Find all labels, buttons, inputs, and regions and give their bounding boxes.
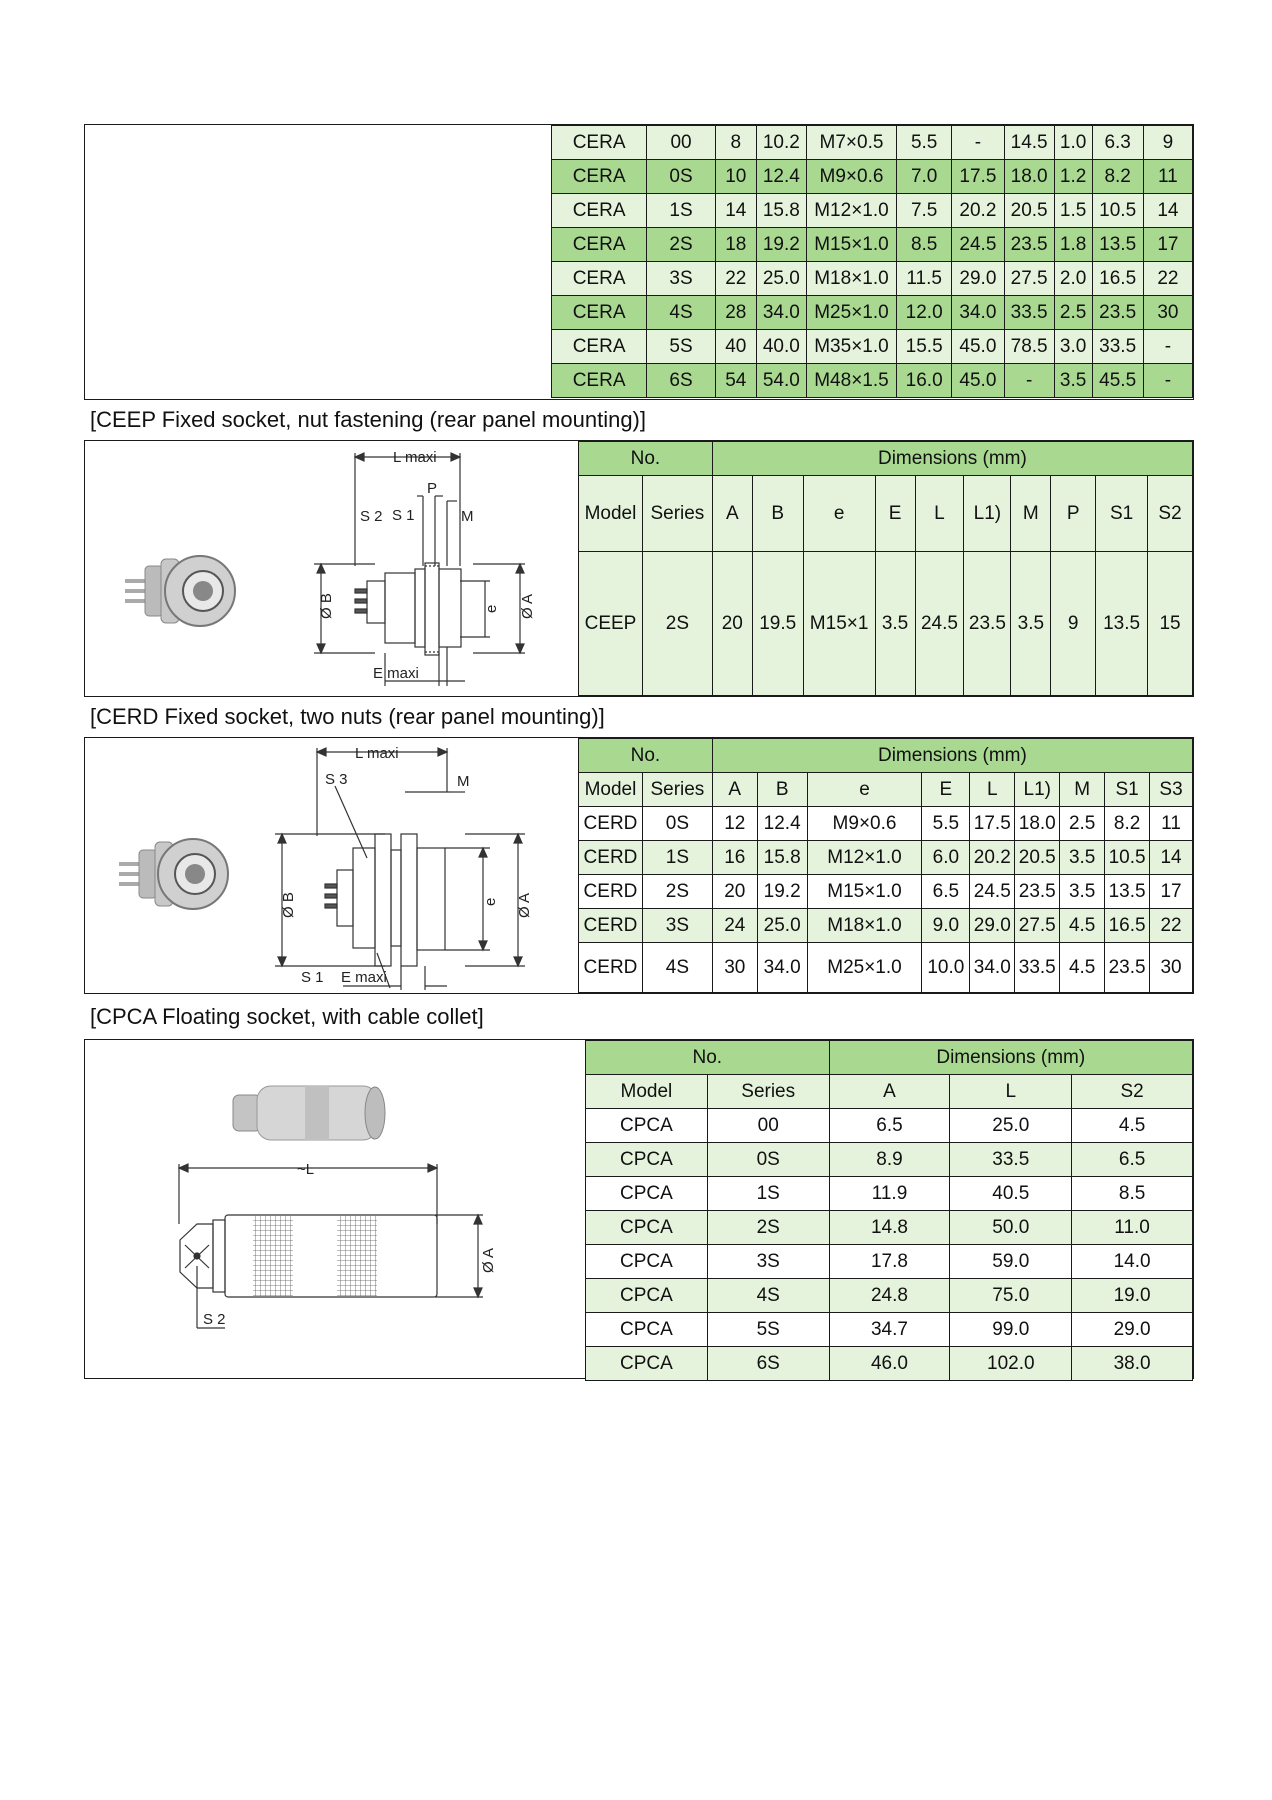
cpca-cell: 4.5: [1072, 1109, 1193, 1143]
cera-block: [84, 124, 1194, 400]
cpca-cell: CPCA: [586, 1211, 708, 1245]
cera-cell: 20.2: [952, 194, 1004, 228]
cera-cell: 54: [715, 364, 756, 398]
cera-cell: 8: [715, 126, 756, 160]
cpca-cell: 59.0: [950, 1245, 1072, 1279]
cpca-cell: CPCA: [586, 1177, 708, 1211]
cerd-cell: 25.0: [757, 909, 807, 943]
cera-cell: M12×1.0: [806, 194, 896, 228]
cpca-figure: [85, 1040, 580, 1378]
cera-cell: 10.2: [756, 126, 806, 160]
table-row: [579, 552, 1193, 696]
cerd-cell: 4.5: [1060, 943, 1105, 993]
cera-cell: CERA: [552, 262, 647, 296]
cerd-fig-e-maxi: E maxi: [341, 969, 387, 986]
cera-cell: 7.5: [897, 194, 952, 228]
cerd-dims-header: Dimensions (mm): [712, 739, 1192, 773]
column-header: e: [807, 773, 922, 807]
column-header: L: [950, 1075, 1072, 1109]
column-header: L: [915, 476, 964, 552]
table-row: [586, 1211, 1193, 1245]
cera-cell: 34.0: [756, 296, 806, 330]
ceep-block: [84, 440, 1194, 697]
column-header: E: [922, 773, 970, 807]
cera-cell: 17.5: [952, 160, 1004, 194]
column-header: M: [1060, 773, 1105, 807]
cerd-cell: 17.5: [970, 807, 1015, 841]
cera-cell: 29.0: [952, 262, 1004, 296]
cerd-cell: 4.5: [1060, 909, 1105, 943]
cerd-cell: 8.2: [1105, 807, 1150, 841]
table-row: [586, 1143, 1193, 1177]
ceep-fig-p: P: [427, 480, 438, 497]
cerd-cell: 11: [1150, 807, 1193, 841]
cera-cell: 27.5: [1004, 262, 1054, 296]
ceep-cell: 15: [1148, 552, 1193, 696]
cerd-caption: [CERD Fixed socket, two nuts (rear panel mounting)]: [90, 704, 605, 729]
cera-cell: 1S: [647, 194, 716, 228]
cerd-cell: 3S: [642, 909, 712, 943]
cera-cell: M18×1.0: [806, 262, 896, 296]
cera-cell: 3.0: [1054, 330, 1092, 364]
table-row: [552, 126, 1193, 160]
cpca-cell: 5S: [707, 1313, 829, 1347]
table-row: [579, 807, 1193, 841]
column-header: Series: [642, 773, 712, 807]
cera-cell: 11: [1143, 160, 1192, 194]
ceep-fig-e: e: [483, 604, 500, 613]
cera-cell: 4S: [647, 296, 716, 330]
cerd-cell: M15×1.0: [807, 875, 922, 909]
cpca-cell: 1S: [707, 1177, 829, 1211]
cerd-cell: 23.5: [1015, 875, 1060, 909]
ceep-cell: 3.5: [875, 552, 915, 696]
cera-cell: 00: [647, 126, 716, 160]
column-header: S2: [1148, 476, 1193, 552]
cera-cell: -: [1143, 330, 1192, 364]
cerd-figure: [85, 738, 575, 993]
cpca-cell: 50.0: [950, 1211, 1072, 1245]
cera-cell: 8.5: [897, 228, 952, 262]
cpca-cell: 17.8: [829, 1245, 950, 1279]
cerd-cell: 14: [1150, 841, 1193, 875]
cpca-cell: 25.0: [950, 1109, 1072, 1143]
cerd-fig-dia-b: Ø B: [280, 892, 297, 918]
cpca-cell: 11.9: [829, 1177, 950, 1211]
cera-cell: 5S: [647, 330, 716, 364]
cera-cell: 15.5: [897, 330, 952, 364]
cerd-cell: 6.5: [922, 875, 970, 909]
cerd-cell: 27.5: [1015, 909, 1060, 943]
cera-cell: 9: [1143, 126, 1192, 160]
column-header: Model: [579, 476, 643, 552]
cerd-cell: 13.5: [1105, 875, 1150, 909]
cpca-cell: 00: [707, 1109, 829, 1143]
cpca-cell: 6.5: [829, 1109, 950, 1143]
table-row: [586, 1347, 1193, 1381]
cpca-cell: 99.0: [950, 1313, 1072, 1347]
cpca-cell: 14.0: [1072, 1245, 1193, 1279]
cpca-cell: 6.5: [1072, 1143, 1193, 1177]
ceep-cell: CEEP: [579, 552, 643, 696]
cera-cell: 18: [715, 228, 756, 262]
ceep-caption: [CEEP Fixed socket, nut fastening (rear panel mounting)]: [90, 407, 646, 432]
cera-cell: 1.0: [1054, 126, 1092, 160]
column-header: L: [970, 773, 1015, 807]
cera-cell: 10.5: [1092, 194, 1143, 228]
ceep-no-header: No.: [579, 442, 713, 476]
column-header: M: [1011, 476, 1051, 552]
cerd-cell: 2S: [642, 875, 712, 909]
cera-cell: 20.5: [1004, 194, 1054, 228]
cera-cell: 28: [715, 296, 756, 330]
column-header: L1): [1015, 773, 1060, 807]
cerd-cell: CERD: [579, 875, 643, 909]
cpca-dims-header: Dimensions (mm): [829, 1041, 1192, 1075]
cerd-cell: 22: [1150, 909, 1193, 943]
cerd-fig-s1: S 1: [301, 969, 324, 986]
cpca-cell: 40.5: [950, 1177, 1072, 1211]
cera-cell: 14.5: [1004, 126, 1054, 160]
cpca-cell: 8.9: [829, 1143, 950, 1177]
column-header: Model: [579, 773, 643, 807]
cerd-cell: 23.5: [1105, 943, 1150, 993]
cerd-cell: 6.0: [922, 841, 970, 875]
table-row: [586, 1245, 1193, 1279]
cpca-cell: CPCA: [586, 1143, 708, 1177]
cpca-fig-dia-a: Ø A: [480, 1247, 497, 1273]
table-row: [552, 296, 1193, 330]
table-row: [552, 330, 1193, 364]
ceep-cell: 20: [712, 552, 752, 696]
cpca-fig-s2: S 2: [203, 1311, 226, 1328]
table-row: [579, 841, 1193, 875]
cerd-cell: 12.4: [757, 807, 807, 841]
table-row: [579, 943, 1193, 993]
cpca-drawing: [179, 1164, 483, 1328]
cerd-cell: 30: [712, 943, 757, 993]
cerd-cell: 15.8: [757, 841, 807, 875]
cpca-connector-photo: [233, 1086, 385, 1140]
cera-cell: M35×1.0: [806, 330, 896, 364]
cera-cell: -: [1143, 364, 1192, 398]
table-row: [586, 1177, 1193, 1211]
cerd-cell: 9.0: [922, 909, 970, 943]
cera-cell: 30: [1143, 296, 1192, 330]
cera-cell: 1.2: [1054, 160, 1092, 194]
cera-cell: -: [1004, 364, 1054, 398]
cerd-cell: 34.0: [970, 943, 1015, 993]
cpca-knurl-2: [337, 1216, 377, 1296]
cerd-fig-l-maxi: L maxi: [355, 745, 399, 762]
cera-cell: 78.5: [1004, 330, 1054, 364]
column-header: E: [875, 476, 915, 552]
cera-cell: 16.5: [1092, 262, 1143, 296]
cera-cell: 23.5: [1092, 296, 1143, 330]
cera-cell: 16.0: [897, 364, 952, 398]
cerd-cell: 33.5: [1015, 943, 1060, 993]
ceep-cell: M15×1: [803, 552, 875, 696]
cera-cell: M7×0.5: [806, 126, 896, 160]
cera-cell: 54.0: [756, 364, 806, 398]
cera-cell: M48×1.5: [806, 364, 896, 398]
cpca-cell: CPCA: [586, 1313, 708, 1347]
cpca-cell: 24.8: [829, 1279, 950, 1313]
cerd-cell: 3.5: [1060, 875, 1105, 909]
table-row: [552, 228, 1193, 262]
cera-cell: 3.5: [1054, 364, 1092, 398]
cpca-caption: [CPCA Floating socket, with cable collet]: [90, 1004, 484, 1029]
cera-cell: CERA: [552, 228, 647, 262]
cera-cell: M9×0.6: [806, 160, 896, 194]
cerd-cell: 4S: [642, 943, 712, 993]
cerd-fig-m: M: [457, 773, 470, 790]
cerd-table: [578, 738, 1193, 993]
cpca-cell: 0S: [707, 1143, 829, 1177]
column-header: S1: [1096, 476, 1148, 552]
cerd-cell: 29.0: [970, 909, 1015, 943]
table-row: [586, 1279, 1193, 1313]
cpca-cell: CPCA: [586, 1245, 708, 1279]
cpca-cell: 29.0: [1072, 1313, 1193, 1347]
ceep-fig-dia-a: Ø A: [519, 593, 536, 619]
cerd-fig-s3: S 3: [325, 771, 348, 788]
cerd-cell: 20.5: [1015, 841, 1060, 875]
cerd-cell: 16.5: [1105, 909, 1150, 943]
ceep-cell: 19.5: [752, 552, 803, 696]
cerd-cell: 2.5: [1060, 807, 1105, 841]
cera-cell: 1.8: [1054, 228, 1092, 262]
cerd-cell: CERD: [579, 909, 643, 943]
cpca-no-header: No.: [586, 1041, 830, 1075]
cerd-fig-e: e: [482, 897, 499, 906]
cera-cell: 14: [715, 194, 756, 228]
ceep-cell: 13.5: [1096, 552, 1148, 696]
cpca-cell: 4S: [707, 1279, 829, 1313]
header-row: [579, 476, 1193, 552]
cerd-cell: 24.5: [970, 875, 1015, 909]
cpca-cell: 14.8: [829, 1211, 950, 1245]
cera-cell: -: [952, 126, 1004, 160]
cera-cell: 2.0: [1054, 262, 1092, 296]
cera-cell: 8.2: [1092, 160, 1143, 194]
cerd-cell: M12×1.0: [807, 841, 922, 875]
table-row: [552, 194, 1193, 228]
cera-cell: 34.0: [952, 296, 1004, 330]
column-header: P: [1051, 476, 1096, 552]
cerd-cell: 19.2: [757, 875, 807, 909]
cpca-cell: 75.0: [950, 1279, 1072, 1313]
cerd-cell: 24: [712, 909, 757, 943]
cerd-cell: 3.5: [1060, 841, 1105, 875]
cerd-cell: CERD: [579, 807, 643, 841]
cerd-cell: 20: [712, 875, 757, 909]
cpca-cell: 6S: [707, 1347, 829, 1381]
cerd-cell: 10.0: [922, 943, 970, 993]
cera-cell: 40.0: [756, 330, 806, 364]
ceep-fig-s2: S 2: [360, 508, 383, 525]
cera-cell: 33.5: [1004, 296, 1054, 330]
ceep-cell: 24.5: [915, 552, 964, 696]
cera-cell: 12.0: [897, 296, 952, 330]
cera-cell: 18.0: [1004, 160, 1054, 194]
cpca-cell: 102.0: [950, 1347, 1072, 1381]
cera-cell: M25×1.0: [806, 296, 896, 330]
cera-cell: 22: [1143, 262, 1192, 296]
column-header: S2: [1072, 1075, 1193, 1109]
table-row: [586, 1313, 1193, 1347]
column-header: Model: [586, 1075, 708, 1109]
cera-cell: 25.0: [756, 262, 806, 296]
cerd-cell: 5.5: [922, 807, 970, 841]
cerd-block: [84, 737, 1194, 994]
cerd-cell: 10.5: [1105, 841, 1150, 875]
ceep-table: [578, 441, 1193, 696]
ceep-dims-header: Dimensions (mm): [712, 442, 1192, 476]
column-header: e: [803, 476, 875, 552]
cera-cell: 2.5: [1054, 296, 1092, 330]
table-row: [579, 875, 1193, 909]
cerd-cell: 18.0: [1015, 807, 1060, 841]
cera-cell: CERA: [552, 160, 647, 194]
ceep-cell: 3.5: [1011, 552, 1051, 696]
ceep-fig-m: M: [461, 508, 474, 525]
cera-cell: 11.5: [897, 262, 952, 296]
column-header: B: [752, 476, 803, 552]
cerd-cell: 17: [1150, 875, 1193, 909]
cerd-cell: 34.0: [757, 943, 807, 993]
ceep-fig-e-maxi: E maxi: [373, 665, 419, 682]
column-header: S3: [1150, 773, 1193, 807]
cera-cell: 14: [1143, 194, 1192, 228]
cera-cell: CERA: [552, 330, 647, 364]
cera-cell: M15×1.0: [806, 228, 896, 262]
cerd-cell: 20.2: [970, 841, 1015, 875]
cera-cell: 2S: [647, 228, 716, 262]
cerd-cell: CERD: [579, 841, 643, 875]
cerd-cell: CERD: [579, 943, 643, 993]
column-header: A: [712, 476, 752, 552]
cpca-block: [84, 1039, 1194, 1379]
cerd-cell: M9×0.6: [807, 807, 922, 841]
cera-cell: 6S: [647, 364, 716, 398]
cpca-cell: CPCA: [586, 1279, 708, 1313]
ceep-fig-s1: S 1: [392, 507, 415, 524]
cpca-cell: 3S: [707, 1245, 829, 1279]
column-header: A: [829, 1075, 950, 1109]
cera-cell: 13.5: [1092, 228, 1143, 262]
cerd-no-header: No.: [579, 739, 713, 773]
cera-cell: 3S: [647, 262, 716, 296]
cera-cell: 45.0: [952, 364, 1004, 398]
cera-cell: 24.5: [952, 228, 1004, 262]
column-header: Series: [707, 1075, 829, 1109]
cpca-table: [585, 1040, 1193, 1381]
table-row: [579, 909, 1193, 943]
cera-cell: 7.0: [897, 160, 952, 194]
cpca-cell: 19.0: [1072, 1279, 1193, 1313]
cera-cell: 12.4: [756, 160, 806, 194]
cerd-cell: 30: [1150, 943, 1193, 993]
cerd-cell: 0S: [642, 807, 712, 841]
cera-cell: 6.3: [1092, 126, 1143, 160]
cpca-knurl-1: [253, 1216, 293, 1296]
ceep-cell: 9: [1051, 552, 1096, 696]
cera-cell: 0S: [647, 160, 716, 194]
column-header: S1: [1105, 773, 1150, 807]
cera-cell: CERA: [552, 364, 647, 398]
cpca-cell: 33.5: [950, 1143, 1072, 1177]
ceep-drawing: [314, 453, 525, 686]
cera-cell: CERA: [552, 126, 647, 160]
cpca-cell: 38.0: [1072, 1347, 1193, 1381]
cera-cell: 5.5: [897, 126, 952, 160]
cerd-cell: 12: [712, 807, 757, 841]
cera-cell: 10: [715, 160, 756, 194]
cera-table: [551, 125, 1193, 398]
ceep-figure: [85, 441, 575, 696]
table-row: [552, 160, 1193, 194]
cera-cell: CERA: [552, 194, 647, 228]
ceep-cell: 2S: [642, 552, 712, 696]
cpca-cell: 11.0: [1072, 1211, 1193, 1245]
cera-cell: 40: [715, 330, 756, 364]
header-row: [579, 773, 1193, 807]
ceep-connector-photo: [125, 556, 235, 626]
table-row: [586, 1109, 1193, 1143]
cpca-cell: 2S: [707, 1211, 829, 1245]
column-header: L1): [964, 476, 1011, 552]
cera-cell: 15.8: [756, 194, 806, 228]
cera-cell: CERA: [552, 296, 647, 330]
cerd-fig-dia-a: Ø A: [516, 892, 533, 918]
cera-cell: 23.5: [1004, 228, 1054, 262]
cera-cell: 45.0: [952, 330, 1004, 364]
cpca-cell: CPCA: [586, 1347, 708, 1381]
cerd-cell: 1S: [642, 841, 712, 875]
cera-cell: 45.5: [1092, 364, 1143, 398]
cerd-cell: 16: [712, 841, 757, 875]
ceep-fig-dia-b: Ø B: [318, 593, 335, 619]
cerd-cell: M18×1.0: [807, 909, 922, 943]
cerd-connector-photo: [119, 839, 228, 909]
header-row: [586, 1075, 1193, 1109]
cera-cell: 1.5: [1054, 194, 1092, 228]
cerd-cell: M25×1.0: [807, 943, 922, 993]
ceep-fig-l-maxi: L maxi: [393, 449, 437, 466]
cpca-cell: 46.0: [829, 1347, 950, 1381]
cpca-cell: 34.7: [829, 1313, 950, 1347]
ceep-cell: 23.5: [964, 552, 1011, 696]
cera-cell: 17: [1143, 228, 1192, 262]
column-header: B: [757, 773, 807, 807]
table-row: [552, 364, 1193, 398]
column-header: Series: [642, 476, 712, 552]
cera-cell: 19.2: [756, 228, 806, 262]
cpca-cell: 8.5: [1072, 1177, 1193, 1211]
cera-cell: 33.5: [1092, 330, 1143, 364]
cpca-fig-l: ~L: [297, 1161, 315, 1178]
cerd-drawing: [275, 748, 525, 990]
table-row: [552, 262, 1193, 296]
cera-cell: 22: [715, 262, 756, 296]
column-header: A: [712, 773, 757, 807]
cpca-cell: CPCA: [586, 1109, 708, 1143]
